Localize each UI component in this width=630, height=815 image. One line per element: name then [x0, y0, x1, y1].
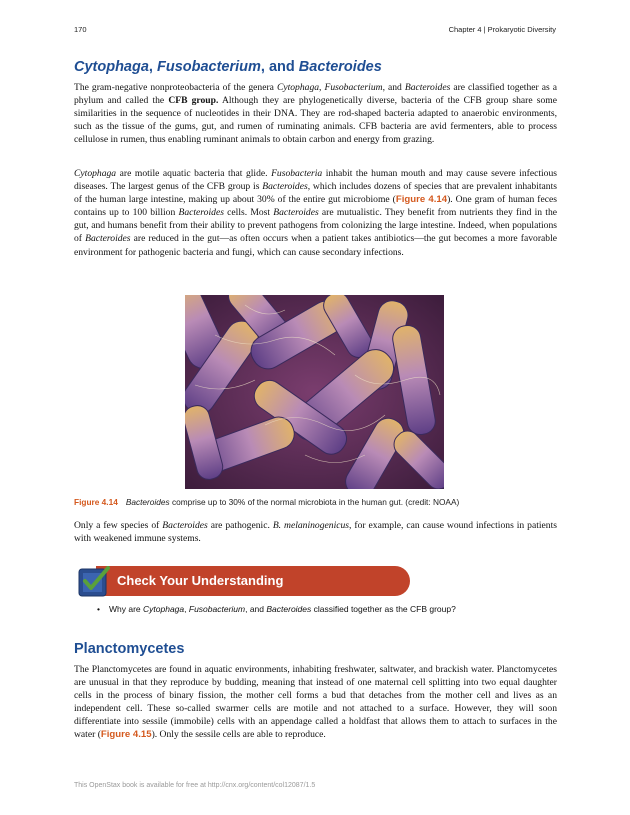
- text-run: Although they are phylogenetically diverse, bacteria of the CFB group share some similarities in the sequence of nucleotides in their DNA. They are rod-shaped bacteria adapted to anaerobic environments, such as the tissue of the gums, gut, and rumen of ruminating animals. CFB bacteria are avid fermenters, able to process cellulose in rumen, thus enabling ruminant animals to obtain carbon and energy from grazing.: [74, 95, 557, 146]
- text-run: The gram-negative nonproteobacteria of the genera: [74, 82, 277, 93]
- text-run: Why are: [109, 604, 144, 614]
- text-run: ,: [184, 604, 189, 614]
- text-run: ). One gram of human feces contains up to 100 billion: [74, 194, 557, 219]
- text-run: ,: [319, 82, 325, 93]
- italic-run: Fusobacteria: [271, 168, 323, 179]
- italic-run: Bacteroides: [266, 604, 312, 614]
- paragraph-planctomycetes: [74, 663, 557, 742]
- italic-run: Bacteroides: [262, 181, 308, 193]
- bold-run: CFB group.: [168, 95, 219, 107]
- text-run: , for example, can cause wound infections in patients with weakened immune systems.: [74, 520, 558, 545]
- heading-genus-2: Fusobacterium: [156, 59, 261, 75]
- check-question: [97, 604, 557, 614]
- figure-caption-text: [126, 497, 459, 507]
- italic-run: Bacteroides: [162, 520, 208, 531]
- section-heading-planctomycetes: Planctomycetes: [74, 641, 185, 657]
- italic-run: Fusobacterium: [188, 604, 246, 614]
- figure-link[interactable]: Figure 4.14: [395, 194, 448, 206]
- text-run: are reduced in the gut—as often occurs when a patient takes antibiotics—the gut becomes a more favorable environment for pathogenic bacteria and fungi, which can cause secondary infections.: [74, 233, 557, 258]
- italic-run: Bacteroides: [273, 207, 319, 219]
- micrograph-image: [185, 295, 444, 489]
- text-run: inhabit the human mouth and may cause severe infectious diseases. The largest genus of the CFB group is: [74, 168, 557, 193]
- text-run: cells. Most: [223, 207, 274, 219]
- text-run: The Planctomycetes are found in aquatic environments, inhabiting freshwater, saltwater, and brackish water. Planctomycetes are unusual in that they reproduce by budding, meaning that instead of one maternal cell splitting into two equal daughter cells in the process of binary fission, the mother cell forms a bud that detaches from the mother cell and lives as an independent cell. These so-called swarmer cells are motile and not attached to a surface. However, they will soon differentiate into sessile (immobile) cells with an appendage called a holdfast that allows them to attach to surfaces in the water (: [74, 664, 557, 741]
- figure-caption: [74, 497, 557, 507]
- figure-link[interactable]: Figure 4.15: [100, 729, 152, 741]
- italic-run: Bacteroides: [404, 82, 451, 93]
- heading-sep-1: ,: [148, 59, 157, 75]
- text-run: are mutualistic. They benefit from nutrients they find in the gut, and humans benefit from their ability to prevent pathogens from colonizing the large intestine. Indeed, when populations of: [74, 207, 558, 245]
- heading-genus-3: Bacteroides: [298, 59, 382, 75]
- italic-run: Cytophaga: [276, 82, 320, 93]
- paragraph-cfb-intro: [74, 81, 557, 146]
- figure-label: Figure 4.14: [74, 497, 118, 507]
- check-question-text: [109, 604, 456, 614]
- text-run: , and: [245, 604, 267, 614]
- paragraph-cfb-details: [74, 167, 557, 259]
- text-run: , and: [382, 82, 405, 93]
- italic-run: Cytophaga: [143, 604, 185, 614]
- heading-genus-1: Cytophaga: [74, 59, 149, 75]
- heading-sep-2: , and: [260, 59, 299, 75]
- italic-run: Bacteroides: [125, 497, 170, 507]
- italic-run: Bacteroides: [178, 207, 224, 219]
- text-run: are pathogenic.: [207, 520, 273, 531]
- section-heading-cfb: [74, 59, 382, 75]
- checkmark-icon: [78, 566, 110, 598]
- italic-run: B. melaninogenicus: [272, 520, 350, 531]
- italic-run: Bacteroides: [85, 233, 131, 245]
- text-run: are motile aquatic bacteria that glide.: [116, 168, 272, 179]
- text-run: classified together as the CFB group?: [311, 604, 456, 614]
- check-banner-title: Check Your Understanding: [117, 573, 284, 588]
- text-run: are classified together as a phylum and called the: [74, 82, 557, 107]
- text-run: , which includes dozens of species that are prevalent inhabitants of the human large intestine, making up about 30% of the entire gut microbiome (: [74, 181, 558, 206]
- text-run: Only a few species of: [74, 520, 163, 531]
- text-run: ). Only the sessile cells are able to reproduce.: [151, 729, 326, 741]
- page-number: 170: [74, 25, 87, 34]
- italic-run: Cytophaga: [74, 168, 117, 179]
- paragraph-bacteroides-pathogenic: [74, 519, 557, 545]
- bullet-dot: •: [97, 604, 100, 614]
- chapter-title: Chapter 4 | Prokaryotic Diversity: [448, 25, 556, 34]
- text-run: comprise up to 30% of the normal microbiota in the human gut. (credit: NOAA): [169, 497, 460, 507]
- check-your-understanding-banner: [78, 566, 410, 596]
- italic-run: Fusobacterium: [324, 82, 383, 93]
- page-footer: This OpenStax book is available for free at http://cnx.org/content/col12087/1.5: [74, 782, 316, 789]
